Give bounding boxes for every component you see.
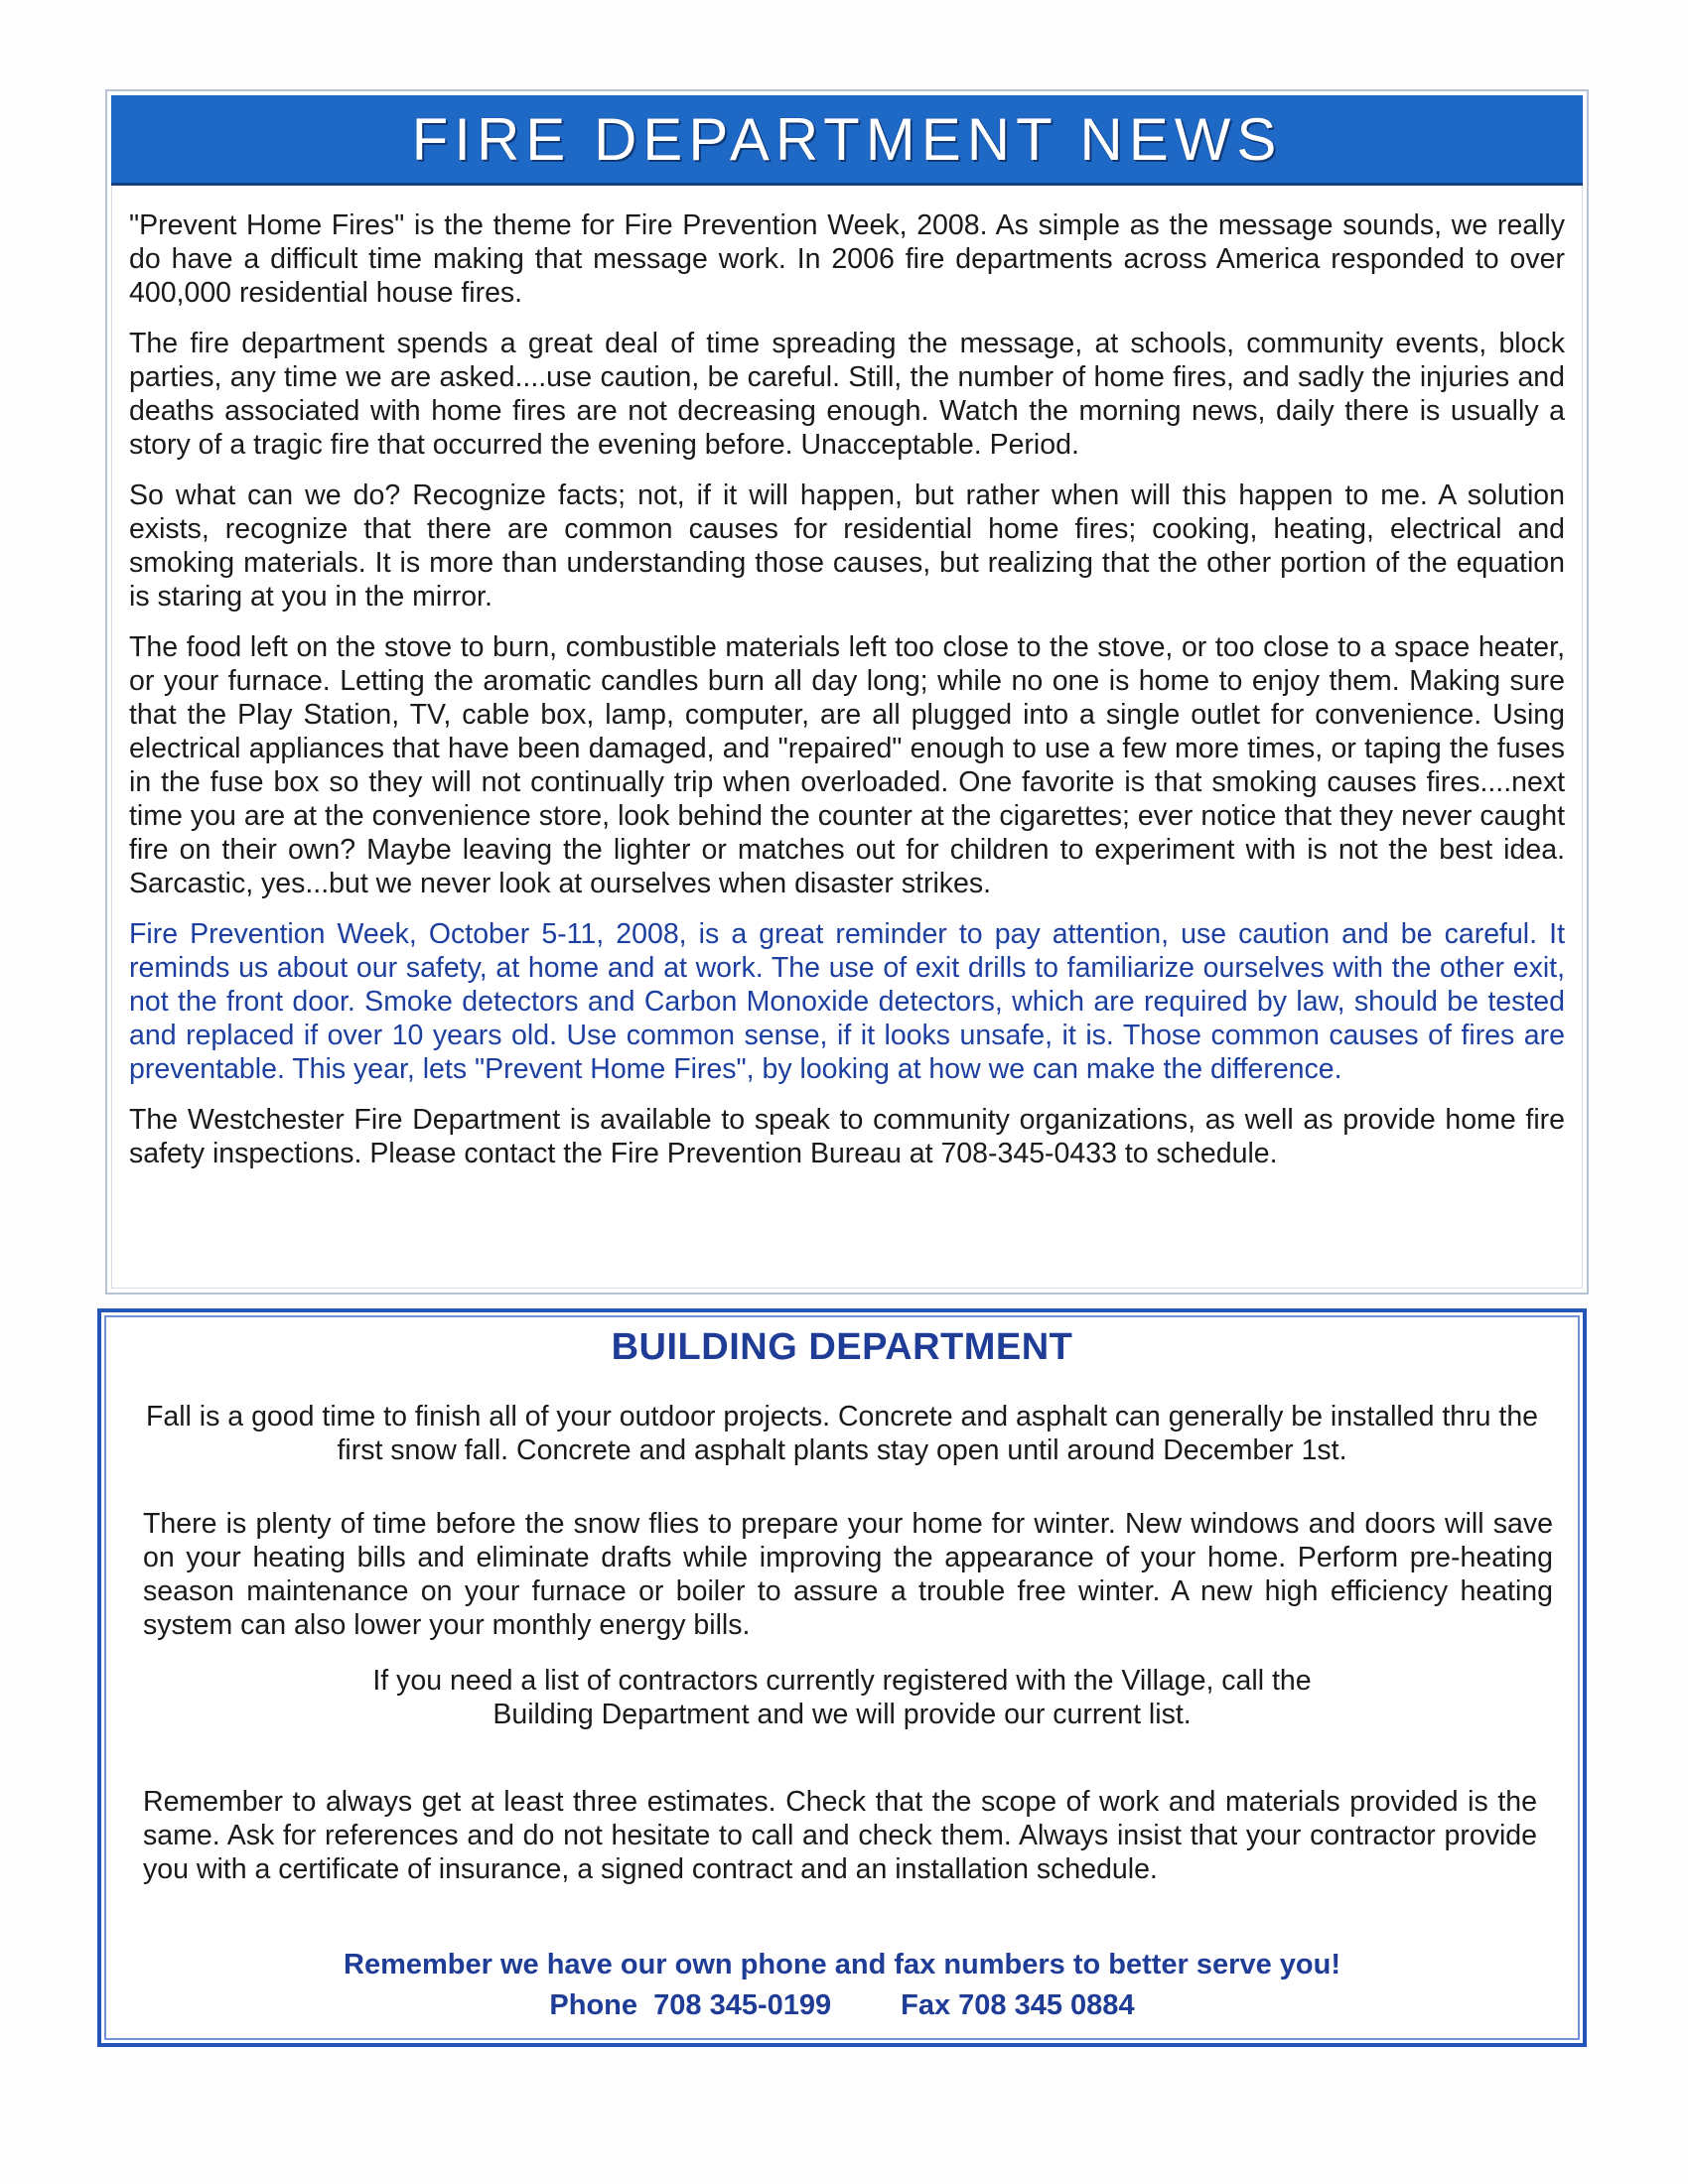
building-paragraph-4: Remember to always get at least three estimates. Check that the scope of work and materials provided is the same. Ask for references and do not hesitate to call and check them. Always insist that your contractor provide you with a certificate of insurance, a signed contract and an installation schedule.	[143, 1786, 1537, 1885]
fire-department-banner	[111, 95, 1583, 186]
fire-department-section	[105, 89, 1589, 1295]
fire-paragraph-6: The Westchester Fire Department is available to speak to community organizations, as well as provide home fire safety inspections. Please contact the Fire Prevention Bureau at 708-345-0433 to schedule.	[129, 1104, 1565, 1169]
building-department-section	[97, 1308, 1587, 2047]
fire-paragraph-5: Fire Prevention Week, October 5-11, 2008, is a great reminder to pay attention, use caution and be careful. It reminds us about our safety, at home and at work. The use of exit drills to familiarize ourselves with the other exit, not the front door. Smoke detectors and Carbon Monoxide detectors, which are required by law, should be tested and replaced if over 10 years old. Use common sense, if it looks unsafe, it is. Those common causes of fires are preventable. This year, lets "Prevent Home Fires", by looking at how we can make the difference.	[129, 918, 1565, 1085]
fax-number: Fax 708 345 0884	[901, 1989, 1135, 2021]
contact-callout: Remember we have our own phone and fax numbers to better serve you!	[344, 1949, 1340, 1980]
fire-paragraph-4: The food left on the stove to burn, combustible materials left too close to the stove, or too close to a space heater, or your furnace. Letting the aromatic candles burn all day long; while no one is home to enjoy them. Making sure that the Play Station, TV, cable box, lamp, computer, are all plugged into a single outlet for convenience. Using electrical appliances that have been damaged, and "repaired" enough to use a few more times, or taping the fuses in the fuse box so they will not continually trip when overloaded. One favorite is that smoking causes fires....next time you are at the convenience store, look behind the counter at the cigarettes; ever notice that they never caught fire on their own? Maybe leaving the lighter or matches out for children to experiment with is not the best idea. Sarcastic, yes...but we never look at ourselves when disaster strikes.	[129, 631, 1565, 899]
fire-department-body	[129, 208, 1565, 1170]
building-department-title: BUILDING DEPARTMENT	[611, 1326, 1073, 1368]
phone-number: Phone 708 345-0199	[549, 1989, 832, 2021]
building-paragraph-1: Fall is a good time to finish all of your outdoor projects. Concrete and asphalt can generally be installed thru the first snow fall. Concrete and asphalt plants stay open until around December 1st.	[145, 1401, 1539, 1466]
building-paragraph-3: If you need a list of contractors currently registered with the Village, call the Building Department and we will provide our current list.	[372, 1665, 1312, 1730]
fire-department-title: FIRE DEPARTMENT NEWS	[411, 105, 1283, 173]
fire-paragraph-3: So what can we do? Recognize facts; not, if it will happen, but rather when will this happen to me. A solution exists, recognize that there are common causes for residential home fires; cooking, heating, electrical and smoking materials. It is more than understanding those causes, but realizing that the other portion of the equation is staring at you in the mirror.	[129, 479, 1565, 613]
fire-paragraph-1: "Prevent Home Fires" is the theme for Fire Prevention Week, 2008. As simple as the message sounds, we really do have a difficult time making that message work. In 2006 fire departments across America responded to over 400,000 residential house fires.	[129, 209, 1565, 309]
fire-paragraph-2: The fire department spends a great deal of time spreading the message, at schools, community events, block parties, any time we are asked....use caution, be careful. Still, the number of home fires, and sadly the injuries and deaths associated with home fires are not decreasing enough. Watch the morning news, daily there is usually a story of a tragic fire that occurred the evening before. Unacceptable. Period.	[129, 328, 1565, 461]
building-paragraph-2: There is plenty of time before the snow flies to prepare your home for winter. New windows and doors will save on your heating bills and eliminate drafts while improving the appearance of your home. Perform pre-heating season maintenance on your furnace or boiler to assure a trouble free winter. A new high efficiency heating system can also lower your monthly energy bills.	[143, 1508, 1553, 1641]
contact-numbers	[101, 1988, 1583, 2022]
